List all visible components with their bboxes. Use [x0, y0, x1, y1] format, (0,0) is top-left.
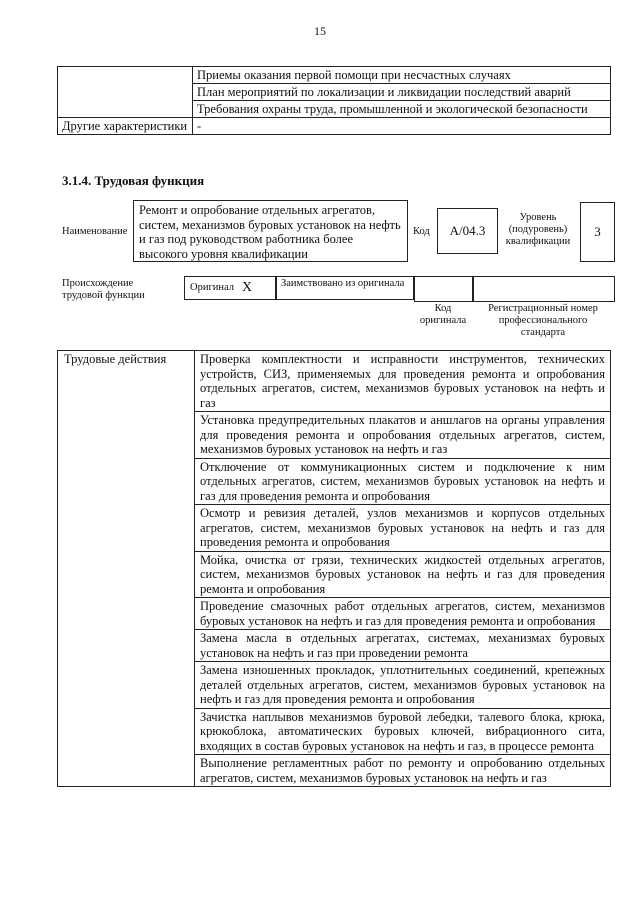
origin-label: Происхождение трудовой функции [62, 278, 145, 301]
original-cell [184, 276, 276, 300]
labor-action-item: Осмотр и ревизия деталей, узлов механизмов и корпусов отдельных агрегатов, систем, механизмов буровых установок на нефть и газ для проведения ремонта и опробования [195, 505, 611, 552]
labor-action-item: Проведение смазочных работ отдельных агрегатов, систем, механизмов буровых установок на нефть и газ для проведения ремонта и опробования [195, 598, 611, 630]
labor-action-item: Замена масла в отдельных агрегатах, системах, механизмах буровых установок на нефть и газ при проведении ремонта [195, 630, 611, 662]
original-code-caption: Код оригинала [419, 303, 467, 326]
table-cell: Требования охраны труда, промышленной и экологической безопасности [193, 101, 611, 118]
code-label: Код [413, 226, 430, 237]
table-row [58, 351, 611, 412]
labor-action-item: Мойка, очистка от грязи, технических жидкостей отдельных агрегатов, систем, механизмов буровых установок на нефть и газ для проведения ремонта и опробования [195, 551, 611, 598]
page-number: 15 [314, 24, 326, 38]
labor-action-item: Установка предупредительных плакатов и аншлагов на органы управления для проведения ремонта и опробования отдельных агрегатов, систем, механизмов буровых установок на нефть и газ [195, 412, 611, 459]
table-row [58, 67, 611, 84]
labor-actions-table [57, 350, 611, 787]
other-characteristics-value: - [193, 118, 611, 135]
original-mark: X [242, 280, 253, 295]
registration-number-caption: Регистрационный номер профессионального стандарта [488, 303, 598, 338]
function-code-box: А/04.3 [437, 208, 498, 254]
original-label: Оригинал [190, 282, 234, 293]
labor-action-item: Проверка комплектности и исправности инструментов, технических устройств, СИЗ, применяемых для проведения ремонта и опробования отдельных агрегатов, систем, механизмов буровых установок на нефть и газ [195, 351, 611, 412]
qualification-level-box: 3 [580, 202, 615, 262]
section-title: 3.1.4. Трудовая функция [62, 173, 205, 188]
registration-number-cell [472, 276, 615, 302]
labor-actions-label: Трудовые действия [58, 351, 195, 787]
other-characteristics-label: Другие характеристики [58, 118, 193, 135]
table-cell: Приемы оказания первой помощи при несчастных случаях [193, 67, 611, 84]
labor-action-item: Отключение от коммуникационных систем и подключение к ним отдельных агрегатов, систем, механизмов буровых установок на нефть и газ для проведения ремонта и опробования [195, 458, 611, 505]
name-label: Наименование [62, 226, 128, 237]
function-name-box: Ремонт и опробование отдельных агрегатов, систем, механизмов буровых установок на нефть и газ под руководством работника более высокого уровня квалификации [133, 200, 408, 262]
knowledge-table [57, 66, 611, 135]
table-cell-empty [58, 67, 193, 118]
labor-action-item: Выполнение регламентных работ по ремонту и опробованию отдельных агрегатов, систем, механизмов буровых установок на нефть и газ [195, 755, 611, 787]
table-row [58, 118, 611, 135]
labor-action-item: Замена изношенных прокладок, уплотнительных соединений, крепежных деталей отдельных агрегатов, систем, механизмов буровых установок на нефть и газ для проведения ремонта и опробования [195, 662, 611, 709]
original-code-cell [414, 276, 474, 302]
borrowed-cell: Заимствовано из оригинала [276, 276, 414, 300]
labor-action-item: Зачистка наплывов механизмов буровой лебедки, талевого блока, крюка, крюкоблока, автоматических буровых ключей, вибрационного сита, входящих в состав буровых установок на нефть и газ, в процессе ремонта [195, 708, 611, 755]
table-cell: План мероприятий по локализации и ликвидации последствий аварий [193, 84, 611, 101]
qualification-level-label: Уровень (подуровень) квалификации [505, 212, 571, 247]
